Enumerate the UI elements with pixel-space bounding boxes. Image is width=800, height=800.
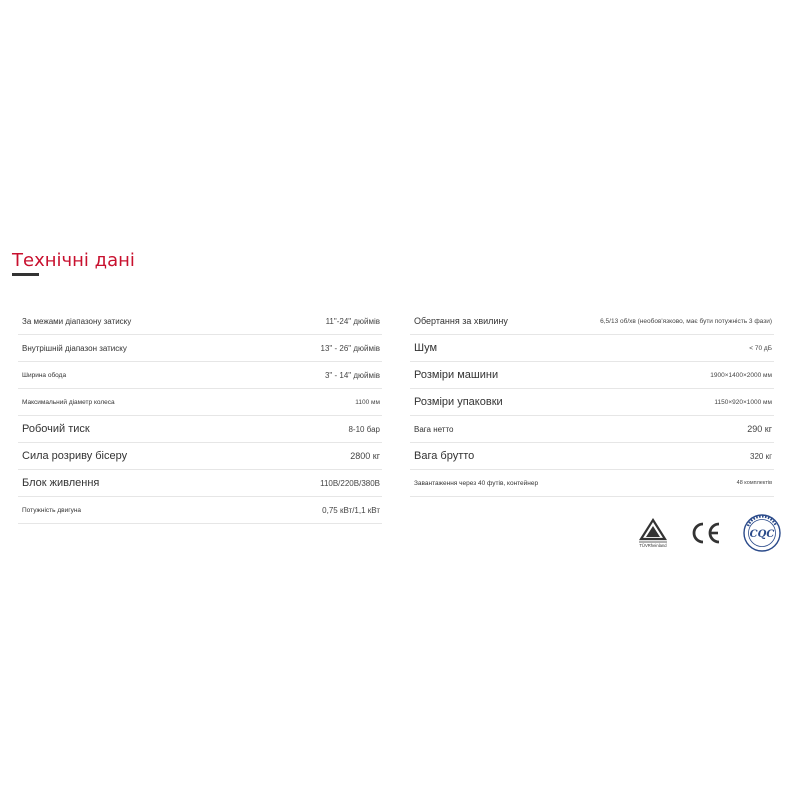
spec-value: 8-10 бар (348, 424, 380, 434)
spec-row (18, 416, 382, 443)
right-spec-table (410, 308, 774, 497)
spec-label: Робочий тиск (22, 423, 90, 435)
spec-row (410, 389, 774, 416)
spec-label: Вага брутто (414, 450, 475, 462)
page-title: Технічні дані (12, 250, 135, 271)
spec-label: Максимальний діаметр колеса (22, 398, 115, 406)
spec-label: Потужність двигуна (22, 506, 82, 514)
spec-value: 320 кг (750, 451, 772, 461)
spec-value: 6,5/13 об/хв (необов'язково, має бути потужність 3 фази) (600, 317, 772, 325)
spec-value: 1900×1400×2000 мм (710, 371, 772, 379)
spec-value: 0,75 кВт/1,1 кВт (322, 505, 380, 515)
spec-row (18, 470, 382, 497)
spec-label: Розміри упаковки (414, 396, 503, 408)
spec-label: Блок живлення (22, 477, 100, 489)
spec-row (410, 443, 774, 470)
certification-logos (636, 514, 782, 552)
spec-label: Шум (414, 342, 438, 354)
spec-label: Ширина обода (22, 371, 67, 379)
spec-row (18, 335, 382, 362)
spec-label: За межами діапазону затиску (22, 316, 132, 326)
spec-value: < 70 дБ (749, 344, 772, 352)
spec-label: Внутрішній діапазон затиску (22, 343, 127, 353)
spec-row (18, 362, 382, 389)
cqc-logo-text: CQC (749, 529, 775, 540)
tuv-logo-text: TÜVRheinland (639, 543, 667, 548)
ce-mark-icon (688, 519, 724, 547)
spec-value: 2800 кг (350, 451, 380, 461)
spec-label: Сила розриву бісеру (22, 450, 128, 462)
spec-value: 290 кг (747, 424, 772, 434)
spec-value: 1100 мм (355, 398, 380, 406)
spec-row (18, 308, 382, 335)
tuv-rheinland-icon (636, 517, 670, 549)
spec-label: Обертання за хвилину (414, 316, 508, 326)
spec-row (18, 389, 382, 416)
spec-value: 11"-24" дюймів (325, 316, 380, 326)
cqc-seal-icon (742, 513, 782, 553)
spec-row (410, 362, 774, 389)
spec-label: Завантаження через 40 футів, контейнер (414, 479, 539, 487)
spec-value: 13" - 26" дюймів (320, 343, 380, 353)
spec-label: Вага нетто (414, 424, 454, 434)
spec-value: 1150×920×1000 мм (714, 398, 772, 406)
spec-row (410, 416, 774, 443)
spec-row (18, 443, 382, 470)
spec-row (410, 335, 774, 362)
spec-row (18, 497, 382, 524)
spec-value: 3" - 14" дюймів (324, 370, 380, 380)
spec-row (410, 470, 774, 497)
left-spec-table (18, 308, 382, 524)
title-underline (12, 273, 39, 276)
spec-value: 110В/220В/380В (320, 478, 380, 488)
spec-row (410, 308, 774, 335)
spec-label: Розміри машини (414, 369, 499, 381)
spec-value: 48 комплектів (736, 480, 772, 486)
